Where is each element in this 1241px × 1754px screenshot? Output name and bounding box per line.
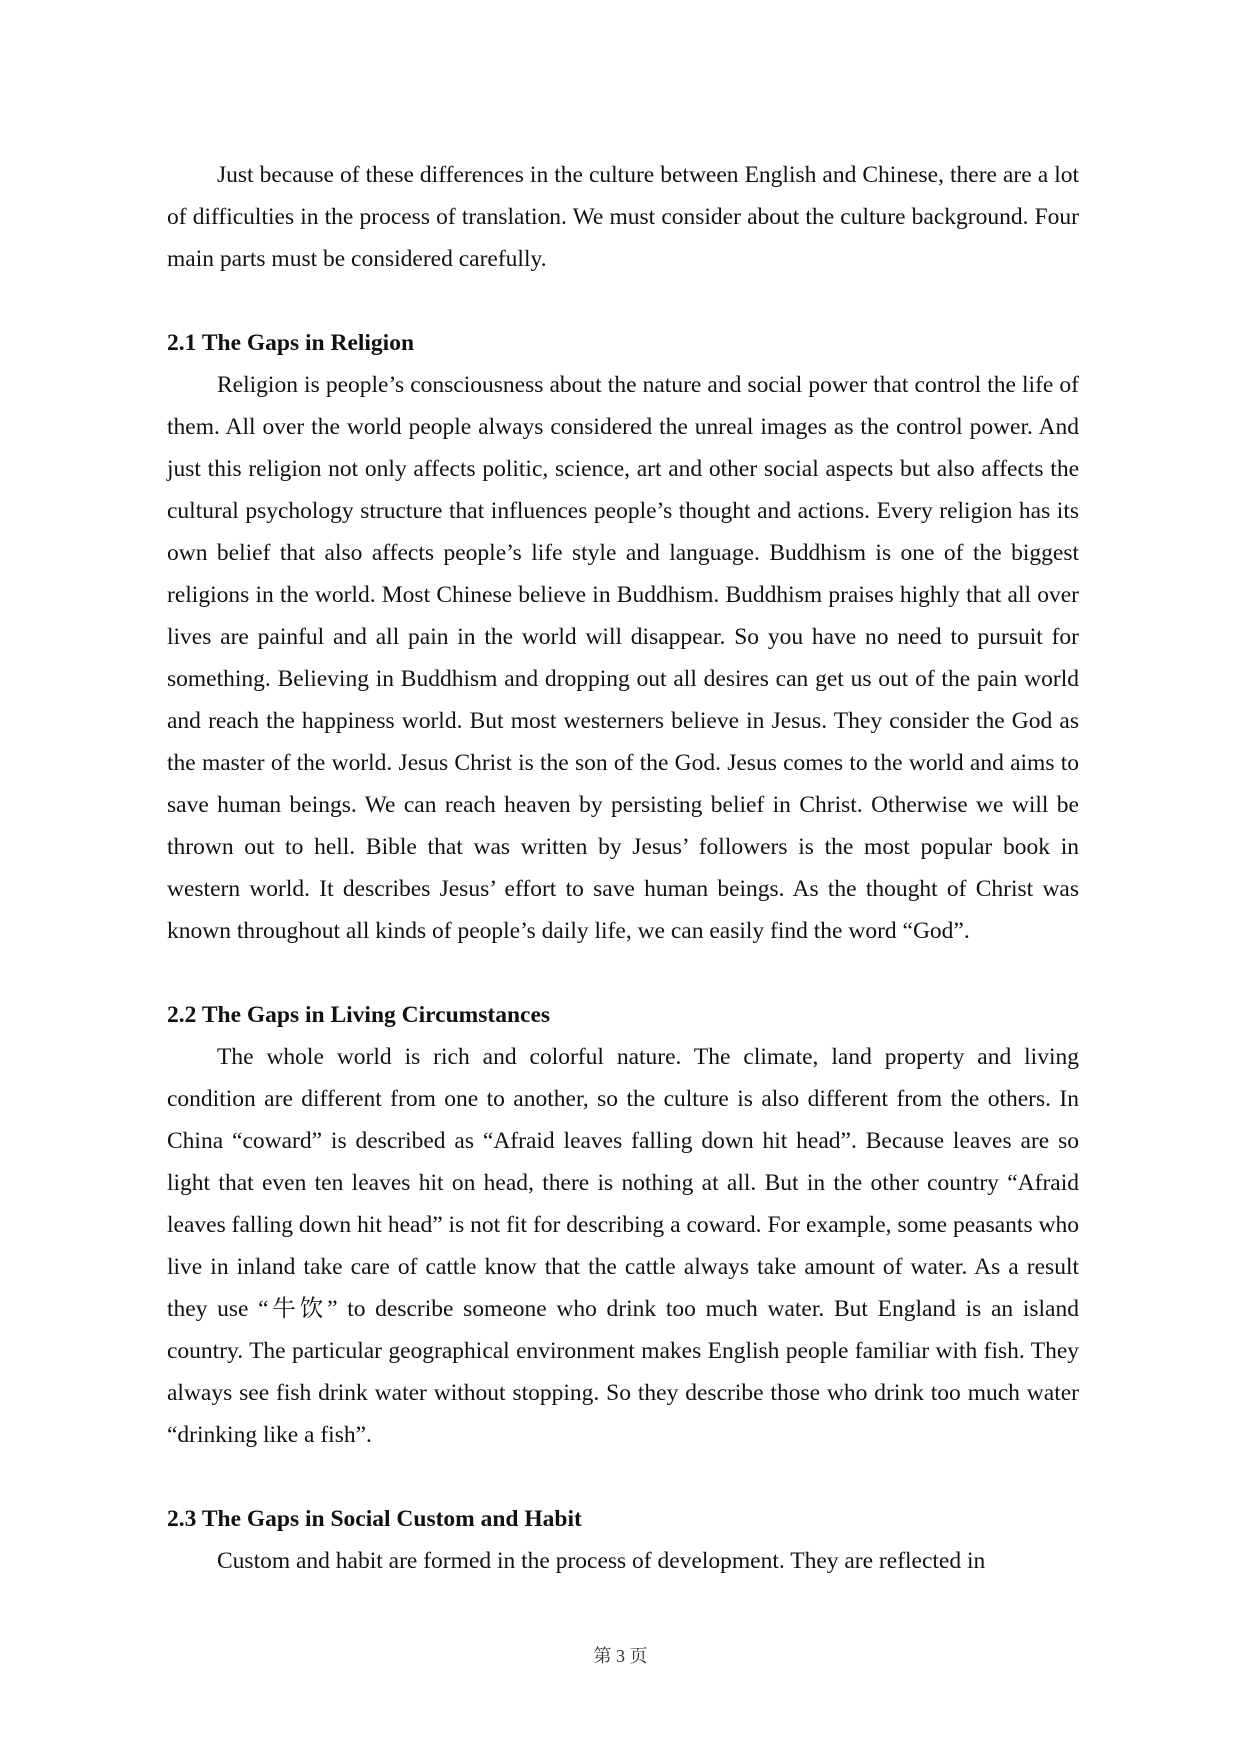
section-heading-living-circumstances: 2.2 The Gaps in Living Circumstances xyxy=(167,1002,551,1028)
section-heading-religion: 2.1 The Gaps in Religion xyxy=(167,330,415,356)
intro-paragraph: Just because of these differences in the culture between English and Chinese, there are a lot of difficulties in the process of translation. We must consider about the culture background. Four main parts must be considered carefully. xyxy=(167,162,1079,272)
page-content xyxy=(167,154,1079,1582)
section-paragraph-social-custom: Custom and habit are formed in the process of development. They are reflected in xyxy=(217,1548,986,1574)
section-paragraph-religion: Religion is people’s consciousness about the nature and social power that control the life of them. All over the world people always considered the unreal images as the control power. And just this religion not only affects politic, science, art and other social aspects but also affects the cultural psychology structure that influences people’s thought and actions. Every religion has its own belief that also affects people’s life style and language. Buddhism is one of the biggest religions in the world. Most Chinese believe in Buddhism. Buddhism praises highly that all over lives are painful and all pain in the world will disappear. So you have no need to pursuit for something. Believing in Buddhism and dropping out all desires can get us out of the pain world and reach the happiness world. But most westerners believe in Jesus. They consider the God as the master of the world. Jesus Christ is the son of the God. Jesus comes to the world and aims to save human beings. We can reach heaven by persisting belief in Christ. Otherwise we will be thrown out to hell. Bible that was written by Jesus’ followers is the most popular book in western world. It describes Jesus’ effort to save human beings. As the thought of Christ was known throughout all kinds of people’s daily life, we can easily find the word “God”. xyxy=(167,372,1079,944)
section-paragraph-living-circumstances: The whole world is rich and colorful nature. The climate, land property and living condition are different from one to another, so the culture is also different from the others. In China “coward” is described as “Afraid leaves falling down hit head”. Because leaves are so light that even ten leaves hit on head, there is nothing at all. But in the other country “Afraid leaves falling down hit head” is not fit for describing a coward. For example, some peasants who live in inland take care of cattle know that the cattle always take amount of water. As a result they use “牛饮” to describe someone who drink too much water. But England is an island country. The particular geographical environment makes English people familiar with fish. They always see fish drink water without stopping. So they describe those who drink too much water “drinking like a fish”. xyxy=(167,1044,1079,1448)
page-number: 第 3 页 xyxy=(593,1646,648,1666)
section-heading-social-custom: 2.3 The Gaps in Social Custom and Habit xyxy=(167,1506,582,1532)
